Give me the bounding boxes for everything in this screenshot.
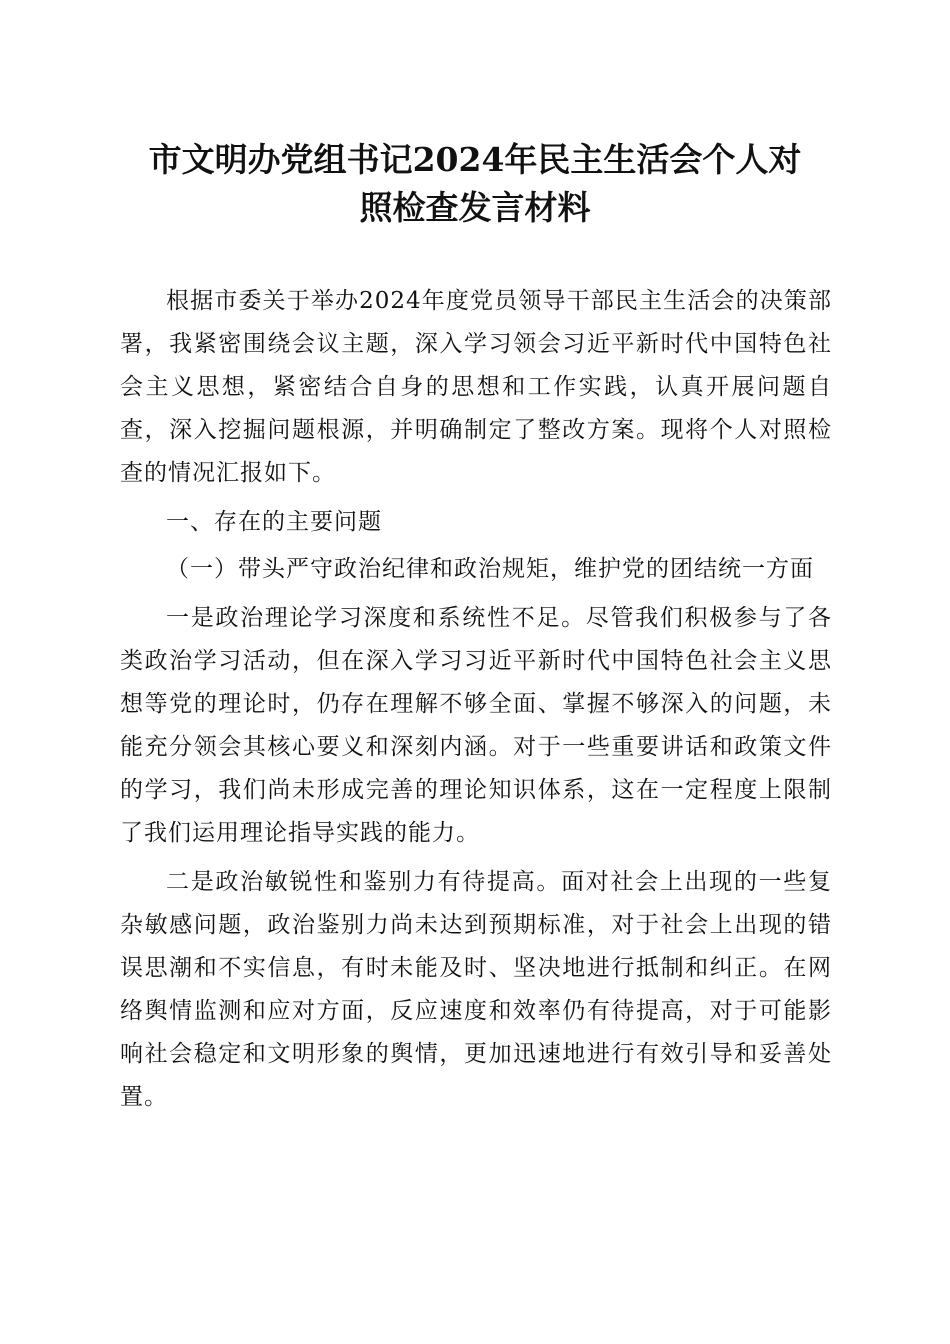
point-1-paragraph bbox=[120, 597, 832, 855]
subsection-heading: （一）带头严守政治纪律和政治规矩，维护党的团结统一方面 bbox=[166, 556, 814, 582]
point-2-lead: 二是政治敏锐性和鉴别力有待提高。 bbox=[166, 869, 562, 895]
title-line-1: 市文明办党组书记2024年民主生活会个人对 bbox=[148, 140, 802, 179]
point-2-paragraph bbox=[120, 861, 832, 1119]
intro-paragraph: 根据市委关于举办2024年度党员领导干部民主生活会的决策部署，我紧密围绕会议主题，深入学习领会习近平新时代中国特色社会主义思想，紧密结合自身的思想和工作实践，认真开展问题自查，深入挖掘问题根源，并明确制定了整改方案。现将个人对照检查的情况汇报如下。 bbox=[120, 288, 832, 486]
document-title bbox=[100, 136, 850, 232]
title-line-2: 照检查发言材料 bbox=[359, 188, 591, 227]
point-1-text: 尽管我们积极参与了各类政治学习活动，但在深入学习习近平新时代中国特色社会主义思想等党的理论时，仍存在理解不够全面、掌握不够深入的问题，未能充分领会其核心要义和深刻内涵。对于一些重要讲话和政策文件的学习，我们尚未形成完善的理论知识体系，这在一定程度上限制了我们运用理论指导实践的能力。 bbox=[120, 605, 833, 846]
point-2-text: 面对社会上出现的一些复杂敏感问题，政治鉴别力尚未达到预期标准，对于社会上出现的错误思潮和不实信息，有时未能及时、坚决地进行抵制和纠正。在网络舆情监测和应对方面，反应速度和效率仍有待提高，对于可能影响社会稳定和文明形象的舆情，更加迅速地进行有效引导和妥善处置。 bbox=[120, 869, 833, 1110]
point-1-lead: 一是政治理论学习深度和系统性不足。 bbox=[166, 605, 586, 631]
document-body bbox=[120, 280, 832, 1125]
section-heading: 一、存在的主要问题 bbox=[166, 509, 382, 535]
